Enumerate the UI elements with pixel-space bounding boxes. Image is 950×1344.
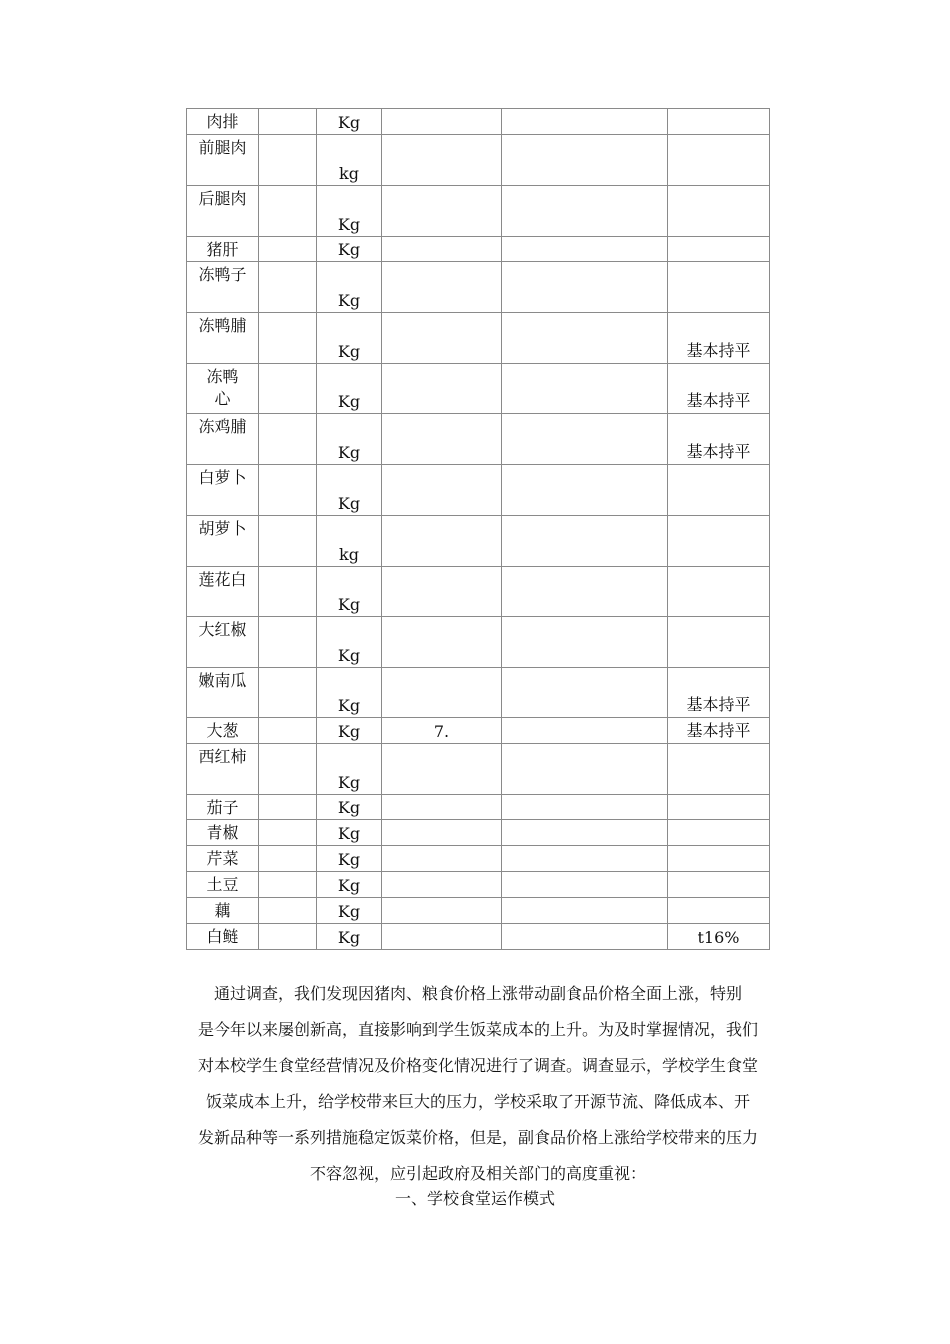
price-cell: [382, 414, 502, 465]
table-row: [187, 516, 770, 567]
unit-cell: Kg: [317, 186, 382, 237]
item-name: 莲花白: [198, 570, 247, 589]
empty-cell: [502, 872, 668, 898]
price-cell: [382, 313, 502, 364]
item-name-cell: [187, 516, 259, 567]
item-name: 藕: [214, 901, 231, 920]
empty-cell: [259, 567, 317, 617]
change-cell: [668, 617, 770, 668]
table-row: [187, 898, 770, 924]
table-row: [187, 465, 770, 516]
empty-cell: [259, 364, 317, 414]
unit-cell: Kg: [317, 313, 382, 364]
table-row: [187, 313, 770, 364]
empty-cell: [502, 668, 668, 718]
item-name: 土豆: [206, 875, 239, 894]
change-cell: [668, 898, 770, 924]
price-cell: [382, 872, 502, 898]
item-name-cell: [187, 898, 259, 924]
empty-cell: [502, 795, 668, 820]
change-cell: [668, 567, 770, 617]
change-cell: [668, 744, 770, 795]
item-name-cell: [187, 617, 259, 668]
table-body: [187, 109, 770, 950]
section-heading: 一、学校食堂运作模式: [394, 1189, 555, 1208]
item-name: 冻鸭心: [206, 367, 239, 408]
table-row: [187, 364, 770, 414]
paragraph-line: 是今年以来屡创新高，直接影响到学生饭菜成本的上升。为及时掌握情况，我们: [197, 1020, 758, 1039]
table-row: [187, 617, 770, 668]
item-name-cell: [187, 262, 259, 313]
price-cell: 7.: [382, 718, 502, 744]
price-table: [186, 108, 770, 950]
price-cell: [382, 109, 502, 135]
empty-cell: [259, 924, 317, 950]
table-row: [187, 820, 770, 846]
item-name-cell: [187, 718, 259, 744]
table-row: [187, 872, 770, 898]
item-name: 茄子: [206, 798, 239, 817]
unit-cell: Kg: [317, 414, 382, 465]
item-name: 西红柿: [198, 747, 247, 766]
item-name: 芹菜: [206, 849, 239, 868]
item-name-cell: [187, 744, 259, 795]
empty-cell: [259, 109, 317, 135]
change-cell: [668, 109, 770, 135]
empty-cell: [502, 465, 668, 516]
empty-cell: [259, 262, 317, 313]
unit-cell: Kg: [317, 718, 382, 744]
empty-cell: [259, 795, 317, 820]
change-cell: [668, 186, 770, 237]
empty-cell: [259, 872, 317, 898]
item-name-cell: [187, 567, 259, 617]
price-cell: [382, 135, 502, 186]
table-row: [187, 846, 770, 872]
change-cell: [668, 846, 770, 872]
change-cell: 基本持平: [668, 364, 770, 414]
price-cell: [382, 744, 502, 795]
unit-cell: kg: [317, 135, 382, 186]
empty-cell: [259, 186, 317, 237]
empty-cell: [259, 237, 317, 262]
paragraph-line: 发新品种等一系列措施稳定饭菜价格，但是，副食品价格上涨给学校带来的压力: [197, 1128, 758, 1147]
change-cell: [668, 237, 770, 262]
unit-cell: Kg: [317, 668, 382, 718]
change-cell: t16%: [668, 924, 770, 950]
item-name-cell: [187, 237, 259, 262]
empty-cell: [259, 313, 317, 364]
item-name: 前腿肉: [198, 138, 247, 157]
change-cell: 基本持平: [668, 414, 770, 465]
paragraph-line: 饭菜成本上升，给学校带来巨大的压力，学校采取了开源节流、降低成本、开: [205, 1092, 750, 1111]
empty-cell: [502, 567, 668, 617]
empty-cell: [259, 414, 317, 465]
item-name-cell: [187, 186, 259, 237]
empty-cell: [502, 924, 668, 950]
item-name: 白鲢: [206, 927, 239, 946]
body-paragraph: [180, 976, 776, 1192]
unit-cell: Kg: [317, 795, 382, 820]
paragraph-line: 通过调查，我们发现因猪肉、粮食价格上涨带动副食品价格全面上涨，特别: [213, 984, 742, 1003]
empty-cell: [502, 718, 668, 744]
empty-cell: [502, 135, 668, 186]
price-cell: [382, 567, 502, 617]
table-row: [187, 744, 770, 795]
unit-cell: Kg: [317, 924, 382, 950]
table-row: [187, 718, 770, 744]
item-name-cell: [187, 820, 259, 846]
empty-cell: [259, 465, 317, 516]
unit-cell: Kg: [317, 567, 382, 617]
unit-cell: Kg: [317, 872, 382, 898]
unit-cell: Kg: [317, 846, 382, 872]
change-cell: [668, 872, 770, 898]
empty-cell: [502, 846, 668, 872]
price-cell: [382, 465, 502, 516]
price-cell: [382, 924, 502, 950]
table-row: [187, 924, 770, 950]
price-cell: [382, 795, 502, 820]
price-cell: [382, 516, 502, 567]
item-name: 青椒: [206, 823, 239, 842]
empty-cell: [502, 820, 668, 846]
unit-cell: kg: [317, 516, 382, 567]
price-cell: [382, 186, 502, 237]
item-name-cell: [187, 109, 259, 135]
price-cell: [382, 820, 502, 846]
price-cell: [382, 898, 502, 924]
item-name: 白萝卜: [198, 468, 247, 487]
change-cell: [668, 795, 770, 820]
item-name-cell: [187, 313, 259, 364]
unit-cell: Kg: [317, 237, 382, 262]
price-cell: [382, 262, 502, 313]
empty-cell: [502, 516, 668, 567]
empty-cell: [502, 364, 668, 414]
item-name-cell: [187, 414, 259, 465]
price-cell: [382, 846, 502, 872]
change-cell: 基本持平: [668, 718, 770, 744]
paragraph-line: 对本校学生食堂经营情况及价格变化情况进行了调查。调查显示，学校学生食堂: [197, 1056, 758, 1075]
item-name: 后腿肉: [198, 189, 247, 208]
empty-cell: [502, 898, 668, 924]
change-cell: [668, 262, 770, 313]
unit-cell: Kg: [317, 820, 382, 846]
empty-cell: [259, 898, 317, 924]
empty-cell: [502, 186, 668, 237]
item-name: 大葱: [206, 721, 239, 740]
change-cell: 基本持平: [668, 668, 770, 718]
item-name-cell: [187, 872, 259, 898]
table-row: [187, 795, 770, 820]
change-cell: [668, 465, 770, 516]
paragraph-line: 不容忽视，应引起政府及相关部门的高度重视：: [309, 1164, 646, 1183]
unit-cell: Kg: [317, 364, 382, 414]
price-cell: [382, 237, 502, 262]
table-row: [187, 237, 770, 262]
change-cell: [668, 820, 770, 846]
table-row: [187, 109, 770, 135]
item-name: 肉排: [206, 112, 239, 131]
item-name-cell: [187, 924, 259, 950]
item-name-cell: [187, 795, 259, 820]
table-row: [187, 668, 770, 718]
empty-cell: [259, 718, 317, 744]
empty-cell: [502, 109, 668, 135]
empty-cell: [259, 846, 317, 872]
unit-cell: Kg: [317, 109, 382, 135]
empty-cell: [502, 237, 668, 262]
item-name-cell: [187, 846, 259, 872]
item-name: 冻鸭脯: [198, 316, 247, 335]
empty-cell: [259, 744, 317, 795]
item-name-cell: [187, 364, 259, 414]
table-row: [187, 135, 770, 186]
item-name: 猪肝: [206, 240, 239, 259]
item-name-cell: [187, 135, 259, 186]
item-name: 嫩南瓜: [198, 671, 247, 690]
table-row: [187, 186, 770, 237]
table-row: [187, 262, 770, 313]
table-row: [187, 567, 770, 617]
empty-cell: [259, 820, 317, 846]
empty-cell: [502, 313, 668, 364]
item-name: 胡萝卜: [198, 519, 247, 538]
empty-cell: [259, 668, 317, 718]
empty-cell: [259, 135, 317, 186]
price-cell: [382, 617, 502, 668]
empty-cell: [502, 744, 668, 795]
price-cell: [382, 364, 502, 414]
empty-cell: [259, 617, 317, 668]
empty-cell: [502, 617, 668, 668]
unit-cell: Kg: [317, 744, 382, 795]
item-name: 大红椒: [198, 620, 247, 639]
change-cell: 基本持平: [668, 313, 770, 364]
unit-cell: Kg: [317, 465, 382, 516]
change-cell: [668, 135, 770, 186]
empty-cell: [259, 516, 317, 567]
change-cell: [668, 516, 770, 567]
table-row: [187, 414, 770, 465]
unit-cell: Kg: [317, 617, 382, 668]
item-name: 冻鸡脯: [198, 417, 247, 436]
price-cell: [382, 668, 502, 718]
empty-cell: [502, 414, 668, 465]
item-name: 冻鸭子: [198, 265, 247, 284]
empty-cell: [502, 262, 668, 313]
item-name-cell: [187, 668, 259, 718]
item-name-cell: [187, 465, 259, 516]
unit-cell: Kg: [317, 262, 382, 313]
unit-cell: Kg: [317, 898, 382, 924]
